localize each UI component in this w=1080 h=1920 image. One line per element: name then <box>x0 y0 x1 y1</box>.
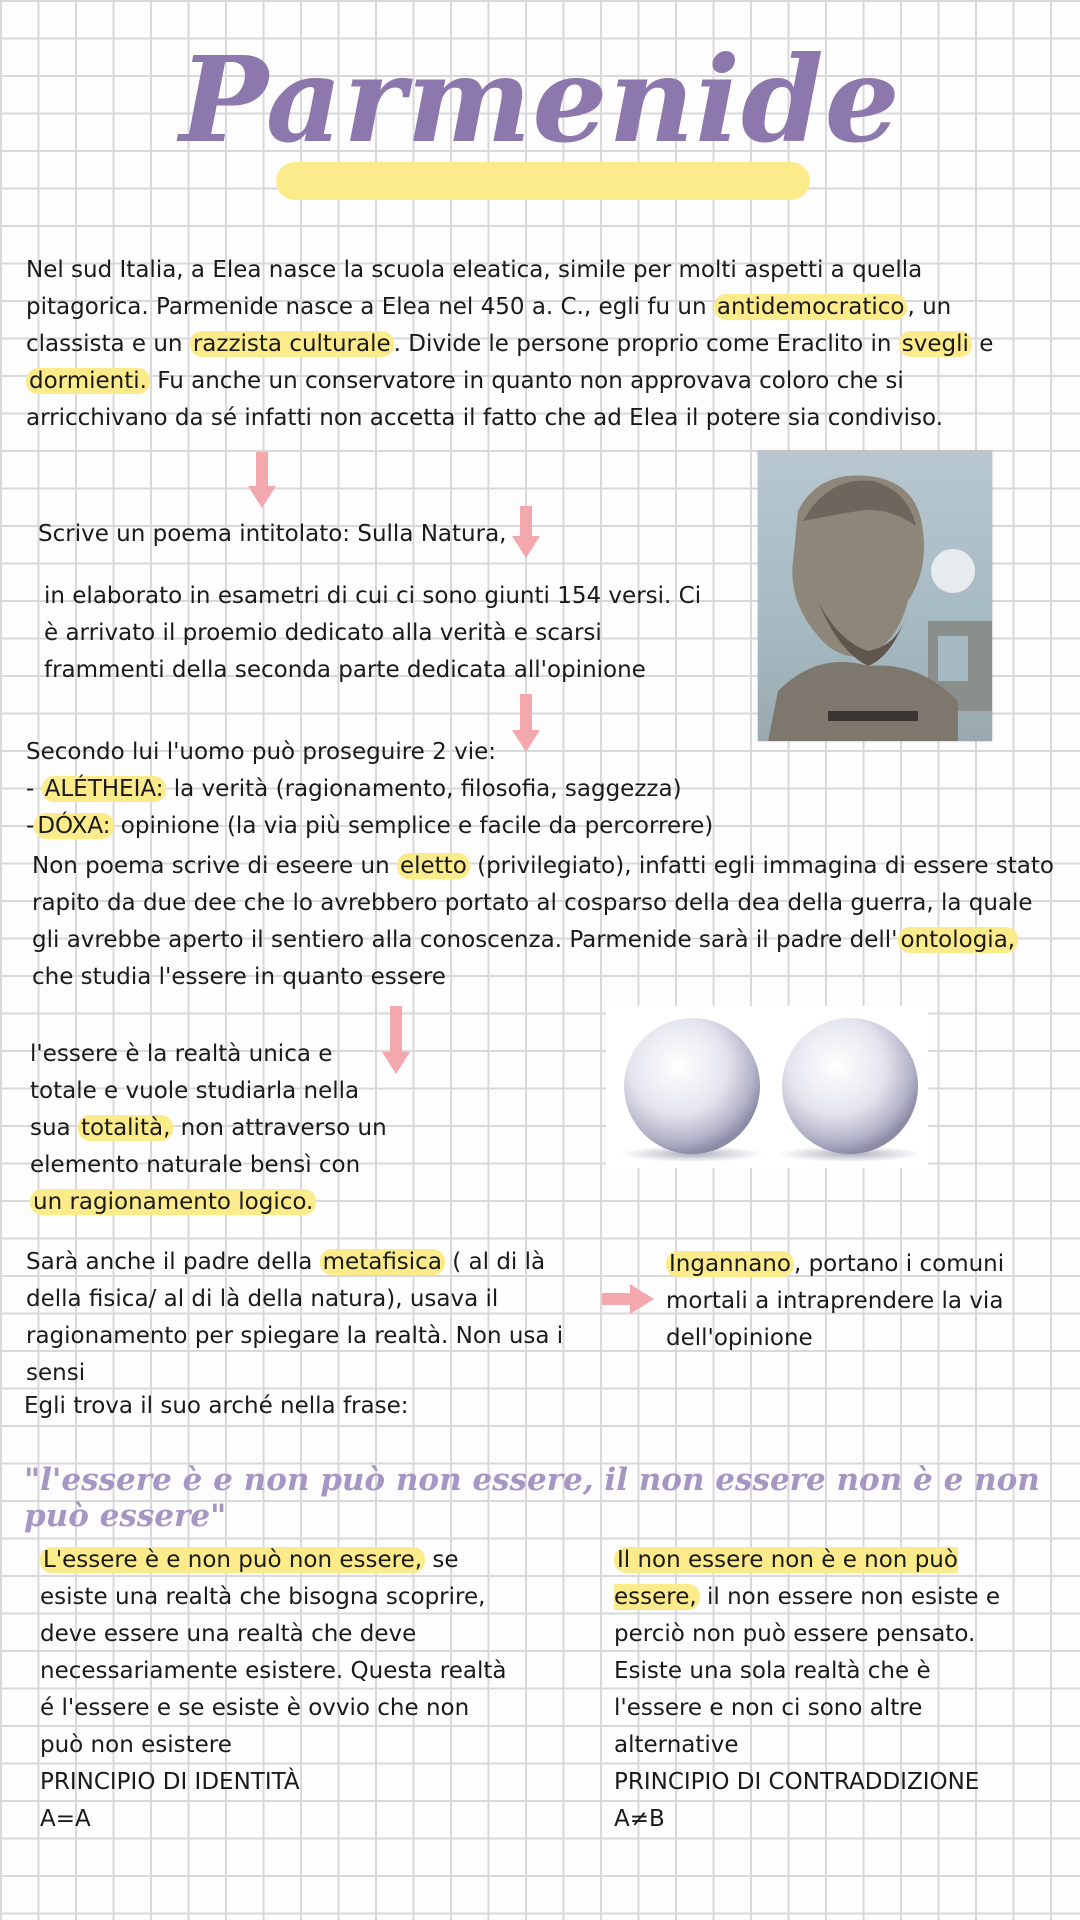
formula-contraddizione: A≠B <box>614 1806 665 1832</box>
highlight-ingannano: Ingannano <box>666 1251 794 1277</box>
highlight-aletheia: ALÉTHEIA: <box>42 776 167 802</box>
principio-identita: PRINCIPIO DI IDENTITÀ <box>40 1769 300 1795</box>
formula-identita: A=A <box>40 1806 91 1832</box>
intro-paragraph: Nel sud Italia, a Elea nasce la scuola eleatica, simile per molti aspetti a quella pitagorica. Parmenide nasce a Elea nel 450 a. C., egli fu un antidemocratico , un classista e un razzista culturale . Divide le persone proprio come Eraclito in svegli e dormienti. Fu anche un conservatore in quanto non approvava coloro che si arricchivano da sé infatti non accetta il fatto che ad Elea il potere sia condiviso. <box>26 257 994 431</box>
highlight-razzista-culturale: razzista culturale <box>190 331 394 357</box>
highlight-doxa: DÓXA: <box>34 813 113 839</box>
poema-paragraph: Non poema scrive di eseere un eletto (privilegiato), infatti egli immagina di essere stato rapito da due dee che lo avrebbero portato al cosparso della dea della guerra, la quale gli avrebbe aperto il sentiero alla conoscenza. Parmenide sarà il padre dell' ontologia, che studia l'essere in quanto essere <box>32 853 1054 990</box>
poem-title: Scrive un poema intitolato: Sulla Natura, <box>38 521 507 547</box>
poem-description: in elaborato in esametri di cui ci sono giunti 154 versi. Ci è arrivato il proemio dedicato alla verità e scarsi frammenti della seconda parte dedicata all'opinione <box>44 583 702 683</box>
highlight-totalita: totalità, <box>78 1115 173 1141</box>
parmenides-portrait-image <box>758 451 992 741</box>
spheres-image <box>606 1006 928 1168</box>
vie-doxa: - DÓXA: opinione (la via più semplice e facile da percorrere) <box>26 813 714 839</box>
contraddizione-column: Il non essere non è e non può essere, il non essere non esiste e perciò non può essere pensato. Esiste una sola realtà che è l'essere e non ci sono altre alternative PRINCIPIO DI CONTRADDIZIONE A≠B <box>614 1542 1014 1838</box>
page-title: Parmenide <box>179 30 901 169</box>
highlight-ragionamento-logico: un ragionamento logico. <box>30 1189 316 1215</box>
highlight-eletto: eletto <box>397 853 470 879</box>
arche-quote: "l'essere è e non può non essere, il non essere non è e non può essere" <box>24 1462 1040 1534</box>
highlight-metafisica: metafisica <box>320 1249 445 1275</box>
arrow-down-icon <box>248 452 276 508</box>
vie-intro: Secondo lui l'uomo può proseguire 2 vie: <box>26 739 496 765</box>
principio-contraddizione: PRINCIPIO DI CONTRADDIZIONE <box>614 1769 980 1795</box>
identita-column: L'essere è e non può non essere, se esiste una realtà che bisogna scoprire, deve essere una realtà che deve necessariamente esistere. Questa realtà é l'essere e se esiste è ovvio che non può non esistere PRINCIPIO DI IDENTITÀ A=A <box>40 1542 510 1838</box>
highlight-dormienti: dormienti. <box>26 368 150 394</box>
highlight-svegli: svegli <box>899 331 972 357</box>
highlight-ontologia: ontologia, <box>898 927 1019 953</box>
highlight-essere: L'essere è e non può non essere, <box>40 1547 425 1573</box>
arche-line: Egli trova il suo arché nella frase: <box>24 1393 409 1419</box>
vie-block <box>26 734 746 845</box>
highlight-non-essere: Il non essere non è e non può essere, <box>614 1547 958 1610</box>
metafisica-paragraph: Sarà anche il padre della metafisica ( al di là della fisica/ al di là della natura), usava il ragionamento per spiegare la realtà. Non usa i sensi <box>26 1249 564 1386</box>
highlight-antidemocratico: antidemocratico <box>714 294 908 320</box>
arrow-right-icon <box>602 1284 654 1314</box>
essere-paragraph: l'essere è la realtà unica e totale e vuole studiarla nella sua totalità, non attraverso un elemento naturale bensì con un ragionamento logico. <box>30 1041 387 1215</box>
vie-aletheia: - ALÉTHEIA: la verità (ragionamento, filosofia, saggezza) <box>26 776 682 802</box>
sensi-paragraph: Ingannano , portano i comuni mortali a intraprendere la via dell'opinione <box>666 1251 1005 1351</box>
